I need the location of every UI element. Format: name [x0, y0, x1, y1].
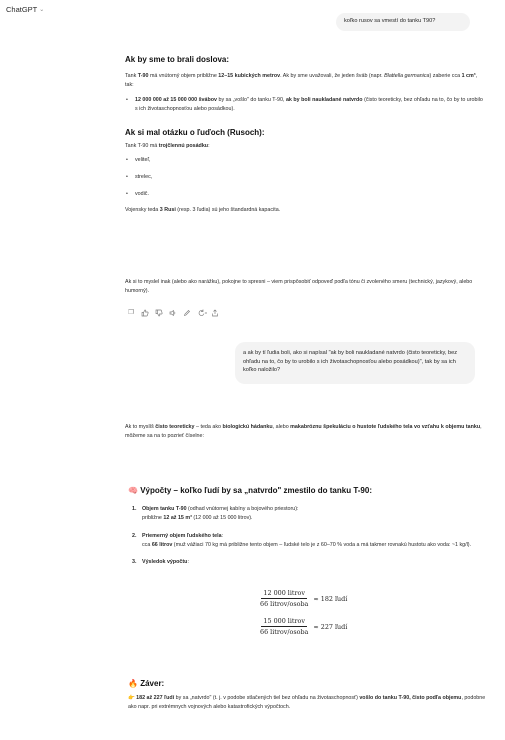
list-item: 2. Priemerný objem ľudského tela: cca 66 litrov (muž vážiaci 70 kg má približne tento objem – ľudské telo je z 60–70 % voda a má takmer rovnakú hustotu ako voda: ~1 kg/l).	[132, 532, 472, 548]
user-message-text: a ak by tí ľudia boli, ako si napísal "ak by boli naukladané natvrdo (čisto teoreticky, bez ohľadu na to, čo by to urobilo s ich životaschopnosťou alebo posádkou)", tak by sa ich koľko naložilo?	[243, 350, 458, 374]
read-aloud-icon[interactable]	[169, 309, 177, 317]
paragraph: Tank T-90 má vnútorný objem približne 12–15 kubických metrov. Ak by sme uvažovali, že jeden šváb (napr. Blattella germanica) zaberie cca 1 cm³, tak:	[125, 73, 478, 89]
list-item: • strelec,	[125, 173, 485, 182]
equation: $\frac{\text{12 000 litrov}}{\text{66 litrov/osoba}}$ ≈ 182 ľudí	[260, 589, 348, 608]
section-heading: Ak si mal otázku o ľuďoch (Rusoch):	[125, 127, 265, 137]
crew-list	[125, 156, 485, 199]
pointing-hand-icon: 👉	[128, 695, 135, 702]
edit-icon[interactable]	[183, 309, 191, 317]
section-heading: 🧠 Výpočty – koľko ľudí by sa „natvrdo" zmestilo do tanku T-90:	[128, 486, 372, 495]
list-item: • vodič.	[125, 190, 485, 199]
regenerate-icon[interactable]	[197, 309, 205, 317]
share-icon[interactable]	[211, 309, 219, 317]
assistant-message	[125, 55, 485, 215]
thumbs-down-icon[interactable]	[155, 309, 163, 317]
list-item: • 12 000 000 až 15 000 000 švábov by sa „vošlo" do tanku T-90, ak by boli naukladané natvrdo (čisto teoreticky, bez ohľadu na to, čo by to urobilo s ich životaschopnosťou alebo posádkou).	[125, 96, 485, 114]
chevron-down-icon: ⌄	[39, 7, 45, 13]
assistant-message	[128, 679, 488, 713]
section-heading: Ak by sme to brali doslova:	[125, 55, 230, 64]
assistant-message	[125, 423, 485, 441]
paragraph: Tank T-90 má trojčlennú posádku:	[125, 143, 210, 150]
list-item: 3. Výsledok výpočtu:	[132, 558, 189, 565]
thumbs-up-icon[interactable]	[141, 309, 149, 317]
brain-icon: 🧠	[128, 486, 138, 495]
paragraph: Vojensky teda 3 Rusi (resp. 3 ľudia) sú jeho štandardná kapacita.	[125, 207, 281, 214]
list-item: 1. Objem tanku T-90 (odhad vnútornej kabíny a bojového priestoru): približne 12 až 15 m³ (12 000 až 15 000 litrov).	[132, 506, 299, 522]
list-item: • veliteľ,	[125, 156, 485, 165]
paragraph: Ak to myslíš čisto teoreticky – teda ako biologickú hádanku, alebo makabróznu špekuláciu o hustote ľudského tela vo vzťahu k objemu tanku, môžeme sa na to pozrieť číselne:	[125, 424, 482, 440]
copy-icon[interactable]: ❐	[128, 309, 134, 316]
paragraph: Ak si to myslel inak (alebo ako narážku), pokojne to spresni – viem prispôsobiť odpoveď podľa tónu či zvoleného smeru (technický, jazykový, alebo humorný).	[125, 279, 473, 295]
app-title: ChatGPT	[6, 5, 38, 14]
user-message-bubble	[235, 342, 475, 384]
numbered-list	[132, 505, 488, 566]
bullet-list	[125, 96, 485, 114]
fire-icon: 🔥	[128, 679, 138, 688]
user-message-bubble	[336, 13, 470, 31]
section-heading: 🔥 Záver:	[128, 679, 165, 688]
paragraph: 👉 182 až 227 ľudí by sa „natvrdo" (t. j. v podobe stlačených tiel bez ohľadu na životaschopnosť) vošlo do tanku T-90, čisto podľa objemu, podobne ako napr. pri extrémnych vojnových alebo katastrofických výpočtoch.	[128, 695, 486, 711]
message-actions	[127, 309, 219, 317]
assistant-message	[125, 278, 485, 296]
assistant-message	[128, 486, 488, 567]
model-selector[interactable]	[6, 5, 44, 14]
user-message-text: koľko rusov sa vmestí do tanku T90?	[344, 18, 436, 24]
equation: $\frac{\text{15 000 litrov}}{\text{66 litrov/osoba}}$ ≈ 227 ľudí	[260, 617, 348, 636]
